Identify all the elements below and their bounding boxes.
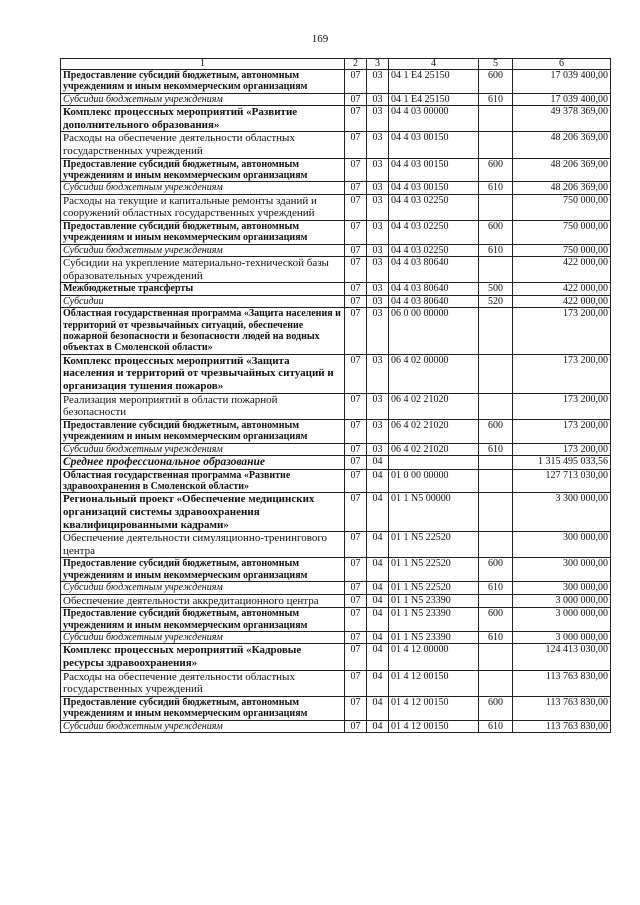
cell-name: Комплекс процессных мероприятий «Кадровые ресурсы здравоохранения»: [61, 644, 345, 670]
cell-subsection: 03: [367, 354, 389, 393]
cell-section: 07: [345, 93, 367, 105]
cell-expense-type: 610: [479, 244, 513, 256]
cell-target-article: 01 1 N5 00000: [389, 493, 479, 532]
cell-expense-type: 520: [479, 295, 513, 307]
cell-name: Комплекс процессных мероприятий «Защита населения и территорий от чрезвычайных ситуаций и организация тушения пожаров»: [61, 354, 345, 393]
cell-subsection: 04: [367, 532, 389, 558]
cell-subsection: 04: [367, 696, 389, 720]
table-row: [61, 558, 611, 582]
cell-section: 07: [345, 696, 367, 720]
cell-section: 07: [345, 194, 367, 220]
cell-expense-type: [479, 532, 513, 558]
cell-name: Субсидии бюджетным учреждениям: [61, 182, 345, 194]
cell-target-article: 01 1 N5 23390: [389, 608, 479, 632]
cell-target-article: 04 4 03 02250: [389, 221, 479, 245]
cell-section: 07: [345, 393, 367, 419]
table-row: [61, 670, 611, 696]
cell-expense-type: 600: [479, 158, 513, 182]
cell-subsection: 04: [367, 594, 389, 608]
cell-amount: 127 713 030,00: [513, 469, 611, 493]
page-number: 169: [311, 33, 329, 45]
cell-subsection: 03: [367, 283, 389, 295]
table-row: [61, 720, 611, 732]
cell-name: Комплекс процессных мероприятий «Развитие дополнительного образования»: [61, 106, 345, 132]
cell-target-article: 06 4 02 21020: [389, 393, 479, 419]
cell-amount: 1 315 495 033,56: [513, 456, 611, 470]
cell-section: 07: [345, 443, 367, 455]
cell-section: 07: [345, 632, 367, 644]
cell-subsection: 04: [367, 493, 389, 532]
cell-name: Предоставление субсидий бюджетным, автономным учреждениям и иным некоммерческим организациям: [61, 608, 345, 632]
header-cell-section: 2: [345, 59, 367, 70]
cell-subsection: 03: [367, 295, 389, 307]
cell-target-article: 04 4 03 00150: [389, 158, 479, 182]
cell-target-article: 06 4 02 21020: [389, 419, 479, 443]
cell-target-article: 04 4 03 00150: [389, 182, 479, 194]
cell-target-article: 04 4 03 80640: [389, 257, 479, 283]
cell-amount: 48 206 369,00: [513, 132, 611, 158]
cell-section: 07: [345, 456, 367, 470]
table-row: [61, 221, 611, 245]
cell-amount: 173 200,00: [513, 354, 611, 393]
cell-section: 07: [345, 582, 367, 594]
table-row: [61, 295, 611, 307]
cell-amount: 300 000,00: [513, 582, 611, 594]
cell-section: 07: [345, 295, 367, 307]
cell-amount: 113 763 830,00: [513, 720, 611, 732]
cell-section: 07: [345, 132, 367, 158]
cell-name: Областная государственная программа «Развитие здравоохранения в Смоленской области»: [61, 469, 345, 493]
cell-name: Предоставление субсидий бюджетным, автономным учреждениям и иным некоммерческим организациям: [61, 158, 345, 182]
header-cell-expense-type: 5: [479, 59, 513, 70]
cell-expense-type: [479, 132, 513, 158]
cell-name: Межбюджетные трансферты: [61, 283, 345, 295]
cell-expense-type: 600: [479, 221, 513, 245]
table-row: [61, 182, 611, 194]
cell-name: Предоставление субсидий бюджетным, автономным учреждениям и иным некоммерческим организациям: [61, 221, 345, 245]
table-row: [61, 443, 611, 455]
cell-expense-type: 500: [479, 283, 513, 295]
table-row: [61, 608, 611, 632]
table-row: [61, 283, 611, 295]
cell-target-article: [389, 456, 479, 470]
table-row: [61, 194, 611, 220]
cell-subsection: 04: [367, 558, 389, 582]
cell-target-article: 01 4 12 00150: [389, 696, 479, 720]
cell-expense-type: [479, 257, 513, 283]
cell-target-article: 01 1 N5 22520: [389, 532, 479, 558]
cell-expense-type: [479, 106, 513, 132]
cell-subsection: 03: [367, 419, 389, 443]
cell-section: 07: [345, 419, 367, 443]
cell-section: 07: [345, 221, 367, 245]
cell-expense-type: [479, 456, 513, 470]
cell-name: Предоставление субсидий бюджетным, автономным учреждениям и иным некоммерческим организациям: [61, 696, 345, 720]
cell-section: 07: [345, 493, 367, 532]
cell-target-article: 04 4 03 00150: [389, 132, 479, 158]
cell-amount: 3 000 000,00: [513, 608, 611, 632]
cell-expense-type: 610: [479, 443, 513, 455]
cell-name: Расходы на текущие и капитальные ремонты зданий и сооружений областных государственных учреждений: [61, 194, 345, 220]
cell-section: 07: [345, 283, 367, 295]
cell-subsection: 04: [367, 670, 389, 696]
cell-name: Субсидии бюджетным учреждениям: [61, 244, 345, 256]
cell-target-article: 04 4 03 00000: [389, 106, 479, 132]
cell-section: 07: [345, 244, 367, 256]
cell-expense-type: 600: [479, 558, 513, 582]
cell-subsection: 04: [367, 456, 389, 470]
table-row: [61, 354, 611, 393]
cell-amount: 422 000,00: [513, 283, 611, 295]
cell-expense-type: 600: [479, 608, 513, 632]
cell-name: Предоставление субсидий бюджетным, автономным учреждениям и иным некоммерческим организациям: [61, 558, 345, 582]
cell-expense-type: [479, 393, 513, 419]
cell-target-article: 04 1 Е4 25150: [389, 93, 479, 105]
cell-section: 07: [345, 182, 367, 194]
table-row: [61, 532, 611, 558]
cell-subsection: 03: [367, 393, 389, 419]
cell-target-article: 04 4 03 02250: [389, 244, 479, 256]
cell-amount: 750 000,00: [513, 221, 611, 245]
cell-name: Субсидии на укрепление материально-технической базы образовательных учреждений: [61, 257, 345, 283]
cell-target-article: 01 1 N5 23390: [389, 594, 479, 608]
table-row: [61, 257, 611, 283]
cell-amount: 173 200,00: [513, 443, 611, 455]
cell-section: 07: [345, 257, 367, 283]
cell-amount: 124 413 030,00: [513, 644, 611, 670]
cell-expense-type: [479, 469, 513, 493]
cell-amount: 17 039 400,00: [513, 70, 611, 94]
table-row: [61, 644, 611, 670]
table-row: [61, 456, 611, 470]
cell-expense-type: [479, 670, 513, 696]
cell-amount: 3 000 000,00: [513, 594, 611, 608]
cell-amount: 3 000 000,00: [513, 632, 611, 644]
cell-section: 07: [345, 308, 367, 355]
cell-amount: 48 206 369,00: [513, 158, 611, 182]
cell-subsection: 04: [367, 608, 389, 632]
cell-target-article: 01 1 N5 22520: [389, 558, 479, 582]
cell-name: Субсидии бюджетным учреждениям: [61, 443, 345, 455]
cell-amount: 422 000,00: [513, 295, 611, 307]
cell-amount: 49 378 369,00: [513, 106, 611, 132]
table-row: [61, 70, 611, 94]
cell-amount: 173 200,00: [513, 308, 611, 355]
cell-section: 07: [345, 720, 367, 732]
cell-subsection: 03: [367, 70, 389, 94]
cell-name: Областная государственная программа «Защита населения и территорий от чрезвычайных ситуаций, обеспечение пожарной безопасности и безопасности людей на водных объектах в Смоленской области»: [61, 308, 345, 355]
cell-name: Обеспечение деятельности симуляционно-тренингового центра: [61, 532, 345, 558]
cell-name: Субсидии бюджетным учреждениям: [61, 582, 345, 594]
cell-section: 07: [345, 608, 367, 632]
table-row: [61, 469, 611, 493]
cell-expense-type: [479, 194, 513, 220]
cell-subsection: 03: [367, 194, 389, 220]
cell-section: 07: [345, 70, 367, 94]
cell-expense-type: [479, 644, 513, 670]
cell-section: 07: [345, 558, 367, 582]
cell-target-article: 04 4 03 02250: [389, 194, 479, 220]
table-row: [61, 582, 611, 594]
cell-name: Расходы на обеспечение деятельности областных государственных учреждений: [61, 670, 345, 696]
cell-amount: 300 000,00: [513, 558, 611, 582]
header-cell-subsection: 3: [367, 59, 389, 70]
cell-name: Предоставление субсидий бюджетным, автономным учреждениям и иным некоммерческим организациям: [61, 70, 345, 94]
cell-target-article: 06 4 02 21020: [389, 443, 479, 455]
cell-target-article: 04 4 03 80640: [389, 283, 479, 295]
cell-subsection: 03: [367, 257, 389, 283]
cell-amount: 48 206 369,00: [513, 182, 611, 194]
cell-section: 07: [345, 670, 367, 696]
cell-expense-type: 610: [479, 720, 513, 732]
cell-target-article: 01 0 00 00000: [389, 469, 479, 493]
cell-section: 07: [345, 594, 367, 608]
cell-name: Обеспечение деятельности аккредитационного центра: [61, 594, 345, 608]
cell-expense-type: 610: [479, 182, 513, 194]
cell-target-article: 01 4 12 00150: [389, 720, 479, 732]
cell-amount: 113 763 830,00: [513, 696, 611, 720]
header-cell-name: 1: [61, 59, 345, 70]
cell-subsection: 03: [367, 93, 389, 105]
cell-section: 07: [345, 644, 367, 670]
cell-expense-type: [479, 594, 513, 608]
table-row: [61, 493, 611, 532]
cell-name: Субсидии бюджетным учреждениям: [61, 720, 345, 732]
cell-name: Субсидии: [61, 295, 345, 307]
cell-expense-type: 600: [479, 696, 513, 720]
cell-target-article: 06 0 00 00000: [389, 308, 479, 355]
table-row: [61, 244, 611, 256]
cell-subsection: 04: [367, 582, 389, 594]
cell-expense-type: [479, 308, 513, 355]
cell-amount: 422 000,00: [513, 257, 611, 283]
table-row: [61, 93, 611, 105]
cell-subsection: 04: [367, 720, 389, 732]
cell-subsection: 04: [367, 469, 389, 493]
cell-subsection: 03: [367, 308, 389, 355]
cell-target-article: 04 1 Е4 25150: [389, 70, 479, 94]
cell-amount: 300 000,00: [513, 532, 611, 558]
cell-expense-type: [479, 354, 513, 393]
cell-section: 07: [345, 469, 367, 493]
cell-name: Реализация мероприятий в области пожарной безопасности: [61, 393, 345, 419]
header-cell-amount: 6: [513, 59, 611, 70]
cell-amount: 750 000,00: [513, 244, 611, 256]
cell-target-article: 06 4 02 00000: [389, 354, 479, 393]
cell-subsection: 03: [367, 221, 389, 245]
table-row: [61, 106, 611, 132]
cell-target-article: 01 1 N5 22520: [389, 582, 479, 594]
cell-target-article: 01 4 12 00000: [389, 644, 479, 670]
cell-amount: 113 763 830,00: [513, 670, 611, 696]
cell-subsection: 03: [367, 106, 389, 132]
cell-expense-type: 610: [479, 93, 513, 105]
cell-expense-type: 600: [479, 419, 513, 443]
table-row: [61, 393, 611, 419]
cell-section: 07: [345, 354, 367, 393]
cell-subsection: 03: [367, 158, 389, 182]
table-row: [61, 419, 611, 443]
cell-target-article: 01 1 N5 23390: [389, 632, 479, 644]
cell-expense-type: 610: [479, 632, 513, 644]
table-row: [61, 158, 611, 182]
cell-section: 07: [345, 106, 367, 132]
cell-name: Среднее профессиональное образование: [61, 456, 345, 470]
cell-amount: 173 200,00: [513, 393, 611, 419]
cell-expense-type: [479, 493, 513, 532]
header-cell-target-article: 4: [389, 59, 479, 70]
cell-section: 07: [345, 532, 367, 558]
table-row: [61, 632, 611, 644]
table-row: [61, 594, 611, 608]
cell-name: Субсидии бюджетным учреждениям: [61, 93, 345, 105]
cell-name: Региональный проект «Обеспечение медицинских организаций системы здравоохранения квалифицированными кадрами»: [61, 493, 345, 532]
table-row: [61, 132, 611, 158]
budget-table: [60, 58, 611, 733]
cell-subsection: 03: [367, 244, 389, 256]
cell-amount: 3 300 000,00: [513, 493, 611, 532]
header-row: [61, 59, 611, 70]
cell-name: Предоставление субсидий бюджетным, автономным учреждениям и иным некоммерческим организациям: [61, 419, 345, 443]
table-row: [61, 696, 611, 720]
cell-amount: 17 039 400,00: [513, 93, 611, 105]
cell-expense-type: 600: [479, 70, 513, 94]
cell-name: Субсидии бюджетным учреждениям: [61, 632, 345, 644]
cell-subsection: 04: [367, 644, 389, 670]
table-body: [61, 70, 611, 733]
cell-target-article: 04 4 03 80640: [389, 295, 479, 307]
cell-subsection: 03: [367, 443, 389, 455]
cell-subsection: 04: [367, 632, 389, 644]
cell-name: Расходы на обеспечение деятельности областных государственных учреждений: [61, 132, 345, 158]
cell-section: 07: [345, 158, 367, 182]
cell-target-article: 01 4 12 00150: [389, 670, 479, 696]
cell-amount: 173 200,00: [513, 419, 611, 443]
cell-amount: 750 000,00: [513, 194, 611, 220]
cell-subsection: 03: [367, 132, 389, 158]
cell-subsection: 03: [367, 182, 389, 194]
cell-expense-type: 610: [479, 582, 513, 594]
table-row: [61, 308, 611, 355]
